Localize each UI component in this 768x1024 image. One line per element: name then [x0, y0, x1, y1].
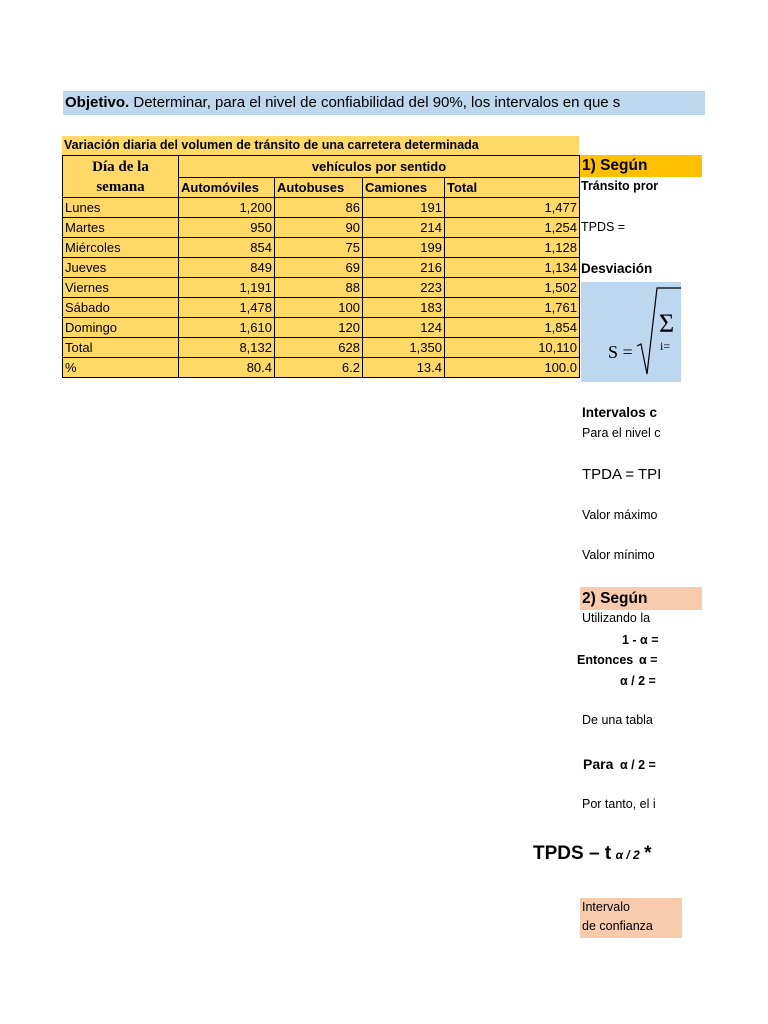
cell-total: 1,477: [445, 198, 580, 218]
objective-lead: Objetivo.: [65, 94, 130, 111]
table-row-percent: [63, 358, 580, 378]
col-header-camiones: Camiones: [363, 178, 445, 198]
cell-truck: 223: [363, 278, 445, 298]
day-header-line2: semana: [96, 178, 145, 195]
entonces-label: Entonces: [577, 653, 634, 667]
alpha-eq: α =: [639, 653, 658, 667]
col-header-total: Total: [445, 178, 580, 198]
intervalo-line1: Intervalo: [582, 900, 630, 914]
cell-total: 1,128: [445, 238, 580, 258]
cell-total: 1,134: [445, 258, 580, 278]
table-row: [63, 198, 580, 218]
objective-text: Determinar, para el nivel de confiabilidad del 90%, los intervalos en que s: [129, 94, 621, 111]
para-alpha-half: α / 2 =: [620, 758, 656, 772]
table-row: [63, 218, 580, 238]
cell-auto: 1,191: [179, 278, 275, 298]
cell-auto: 1,478: [179, 298, 275, 318]
table-row-total: [63, 338, 580, 358]
cell-bus: 88: [275, 278, 363, 298]
std-dev-formula-box: [581, 282, 681, 382]
cell-bus: 120: [275, 318, 363, 338]
col-header-automoviles: Automóviles: [179, 178, 275, 198]
cell-truck: 214: [363, 218, 445, 238]
cell-total: 1,502: [445, 278, 580, 298]
formula-sum: Σ: [659, 309, 675, 338]
cell-bus: 69: [275, 258, 363, 278]
cell-bus: 628: [275, 338, 363, 358]
cell-auto: 80.4: [179, 358, 275, 378]
cell-auto: 950: [179, 218, 275, 238]
day-header-line1: Día de la: [92, 158, 149, 175]
tpds-formula-star: *: [644, 843, 652, 864]
cell-truck: 183: [363, 298, 445, 318]
cell-truck: 199: [363, 238, 445, 258]
cell-bus: 6.2: [275, 358, 363, 378]
formula-s: S =: [608, 342, 633, 362]
table-row: [63, 258, 580, 278]
de-una-tabla-text: De una tabla: [582, 713, 653, 727]
cell-total: 1,854: [445, 318, 580, 338]
tpds-interval-formula: [533, 843, 652, 865]
cell-day: %: [63, 358, 179, 378]
cell-bus: 90: [275, 218, 363, 238]
para-nivel-text: Para el nivel c: [582, 426, 661, 440]
cell-truck: 191: [363, 198, 445, 218]
tpda-formula: TPDA = TPI: [582, 466, 662, 483]
table-title: Variación diaria del volumen de tránsito de una carretera determinada: [62, 136, 579, 155]
one-minus-alpha: 1 - α =: [622, 633, 659, 647]
por-tanto-text: Por tanto, el i: [582, 797, 656, 811]
cell-auto: 8,132: [179, 338, 275, 358]
cell-auto: 854: [179, 238, 275, 258]
intervalo-confianza-box: [580, 898, 682, 938]
cell-day: Jueves: [63, 258, 179, 278]
cell-auto: 849: [179, 258, 275, 278]
cell-total: 1,254: [445, 218, 580, 238]
para-label: Para: [583, 756, 614, 772]
cell-auto: 1,200: [179, 198, 275, 218]
cell-day: Viernes: [63, 278, 179, 298]
valor-maximo-label: Valor máximo: [582, 508, 658, 522]
cell-total: 100.0: [445, 358, 580, 378]
cell-truck: 124: [363, 318, 445, 338]
tpds-formula-sub: α / 2: [615, 848, 640, 862]
cell-day: Total: [63, 338, 179, 358]
group-header: vehículos por sentido: [179, 156, 580, 178]
valor-minimo-label: Valor mínimo: [582, 548, 655, 562]
table-row: [63, 278, 580, 298]
cell-total: 1,761: [445, 298, 580, 318]
objective-banner: [63, 91, 705, 115]
cell-total: 10,110: [445, 338, 580, 358]
intervalos-heading: Intervalos c: [582, 405, 658, 420]
cell-day: Domingo: [63, 318, 179, 338]
cell-day: Sábado: [63, 298, 179, 318]
cell-day: Lunes: [63, 198, 179, 218]
cell-truck: 1,350: [363, 338, 445, 358]
col-header-autobuses: Autobuses: [275, 178, 363, 198]
cell-bus: 100: [275, 298, 363, 318]
table-row: [63, 238, 580, 258]
cell-day: Miércoles: [63, 238, 179, 258]
std-dev-formula: [581, 282, 681, 382]
tpds-formula-main: TPDS – t: [533, 843, 612, 864]
utilizando-text: Utilizando la: [582, 611, 651, 625]
traffic-table: [62, 155, 580, 378]
section2-heading: 2) Según: [580, 587, 702, 610]
cell-day: Martes: [63, 218, 179, 238]
transito-label: Tránsito pror: [581, 179, 659, 193]
section1-heading: 1) Según: [580, 155, 702, 177]
intervalo-line2: de confianza: [582, 919, 653, 933]
table-row: [63, 298, 580, 318]
cell-bus: 75: [275, 238, 363, 258]
formula-sub-i: i=: [660, 339, 671, 353]
alpha-half: α / 2 =: [620, 674, 656, 688]
cell-truck: 216: [363, 258, 445, 278]
desviacion-label: Desviación: [581, 261, 653, 276]
cell-truck: 13.4: [363, 358, 445, 378]
day-header: [63, 156, 179, 198]
tpds-label: TPDS =: [581, 220, 626, 234]
cell-auto: 1,610: [179, 318, 275, 338]
cell-bus: 86: [275, 198, 363, 218]
table-row: [63, 318, 580, 338]
